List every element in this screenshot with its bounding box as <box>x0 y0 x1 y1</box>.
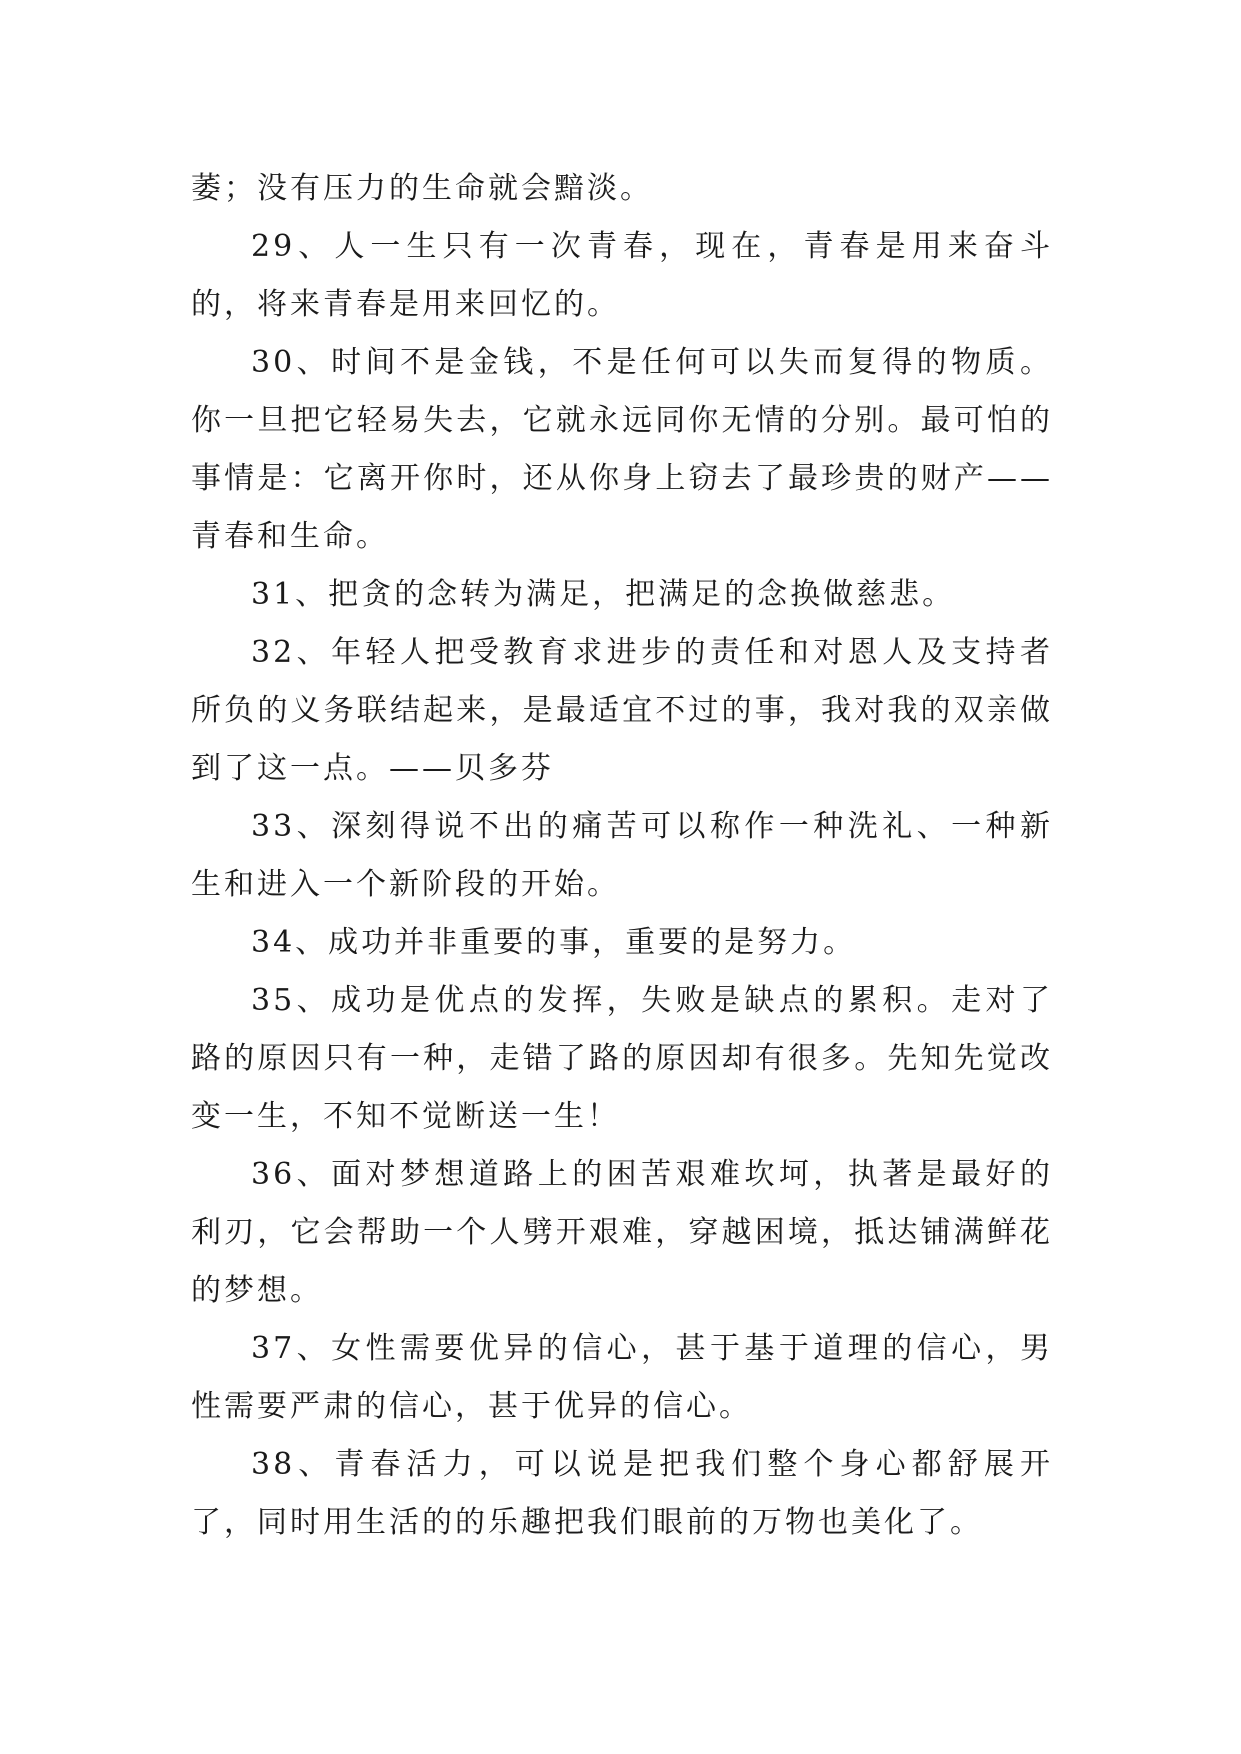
paragraph-33: 33、深刻得说不出的痛苦可以称作一种洗礼、一种新生和进入一个新阶段的开始。 <box>191 809 1053 902</box>
paragraph-32: 32、年轻人把受教育求进步的责任和对恩人及支持者所负的义务联结起来，是最适宜不过的事，我对我的双亲做到了这一点。——贝多芬 <box>191 635 1053 786</box>
paragraph-continuation: 萎；没有压力的生命就会黯淡。 <box>191 171 653 206</box>
document-body <box>191 160 1053 1552</box>
paragraph-35: 35、成功是优点的发挥，失败是缺点的累积。走对了路的原因只有一种，走错了路的原因却有很多。先知先觉改变一生，不知不觉断送一生！ <box>191 983 1053 1134</box>
paragraph-36: 36、面对梦想道路上的困苦艰难坎坷，执著是最好的利刃，它会帮助一个人劈开艰难，穿越困境，抵达铺满鲜花的梦想。 <box>191 1157 1053 1308</box>
paragraph-37: 37、女性需要优异的信心，甚于基于道理的信心，男性需要严肃的信心，甚于优异的信心。 <box>191 1331 1053 1424</box>
paragraph-34: 34、成功并非重要的事，重要的是努力。 <box>251 925 857 960</box>
paragraph-38: 38、青春活力，可以说是把我们整个身心都舒展开了，同时用生活的的乐趣把我们眼前的万物也美化了。 <box>191 1447 1053 1540</box>
paragraph-31: 31、把贪的念转为满足，把满足的念换做慈悲。 <box>251 577 956 612</box>
paragraph-29: 29、人一生只有一次青春，现在，青春是用来奋斗的，将来青春是用来回忆的。 <box>191 229 1053 322</box>
paragraph-30: 30、时间不是金钱，不是任何可以失而复得的物质。你一旦把它轻易失去，它就永远同你无情的分别。最可怕的事情是：它离开你时，还从你身上窃去了最珍贵的财产——青春和生命。 <box>191 345 1053 554</box>
